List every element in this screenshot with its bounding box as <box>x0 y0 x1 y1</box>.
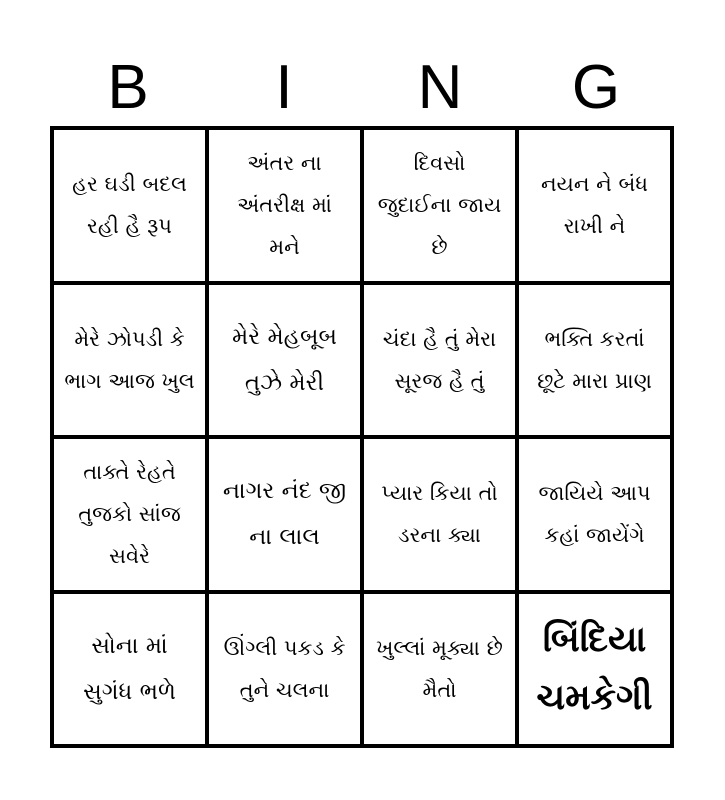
bingo-cell-r1c3[interactable] <box>362 128 517 283</box>
cell-text: ઊંગ્લી પકડ કે તુને ચલના <box>223 635 346 702</box>
bingo-cell-r2c1[interactable] <box>52 283 207 438</box>
bingo-cell-r1c1[interactable] <box>52 128 207 283</box>
header-letter-n: N <box>417 53 463 122</box>
cell-text: તાક્તે રેહતે તુજકો સાંજ સવેરે <box>78 460 181 569</box>
cell-text: ભક્તિ કરતાં છૂટે મારા પ્રાણ <box>537 326 652 393</box>
bingo-cell-r2c4[interactable] <box>517 283 672 438</box>
cell-text: ખુલ્લાં મૂક્યા છે મૈતો <box>376 635 503 702</box>
cell-text: નયન ને બંધ રાખી ને <box>541 172 648 239</box>
cell-text: મેરે મેહબૂબ તુઝે મેરી <box>232 323 337 396</box>
bingo-header <box>50 52 674 124</box>
cell-text: દિવસો જુદાઈના જાય છે <box>377 151 502 260</box>
cell-text: પ્યાર કિયા તો ડરના ક્યા <box>381 481 498 548</box>
cell-text: મેરે ઝોપડી કે ભાગ આજ ખુલ <box>64 326 195 393</box>
bingo-cell-r2c3[interactable] <box>362 283 517 438</box>
bingo-cell-r3c3[interactable] <box>362 437 517 592</box>
cell-text: નાગર નંદ જી ના લાલ <box>222 478 347 551</box>
cell-text: હર ઘડી બદલ રહી હૈ રૂપ <box>72 172 187 239</box>
header-letter-g: G <box>571 53 621 122</box>
bingo-cell-r4c4[interactable] <box>517 592 672 747</box>
cell-text: સોના માં સુગંધ ભળે <box>83 632 176 705</box>
bingo-cell-r4c1[interactable] <box>52 592 207 747</box>
cell-text: ચંદા હૈ તું મેરા સૂરજ હૈ તું <box>382 326 497 393</box>
header-letter-b: B <box>107 53 149 122</box>
bingo-board <box>50 126 674 748</box>
bingo-cell-r3c1[interactable] <box>52 437 207 592</box>
bingo-cell-r3c4[interactable] <box>517 437 672 592</box>
cell-text: જાયિયે આપ કહાં જાયેંગે <box>538 481 651 548</box>
bingo-cell-r4c3[interactable] <box>362 592 517 747</box>
cell-text: અંતર ના અંતરીક્ષ માં મને <box>237 151 332 260</box>
bingo-cell-r2c2[interactable] <box>207 283 362 438</box>
bingo-cell-r3c2[interactable] <box>207 437 362 592</box>
bingo-cell-r1c4[interactable] <box>517 128 672 283</box>
bingo-cell-r1c2[interactable] <box>207 128 362 283</box>
bingo-cell-r4c2[interactable] <box>207 592 362 747</box>
cell-text: બિંદિયા ચમકેગી <box>536 618 653 718</box>
header-letter-i: I <box>275 53 293 122</box>
